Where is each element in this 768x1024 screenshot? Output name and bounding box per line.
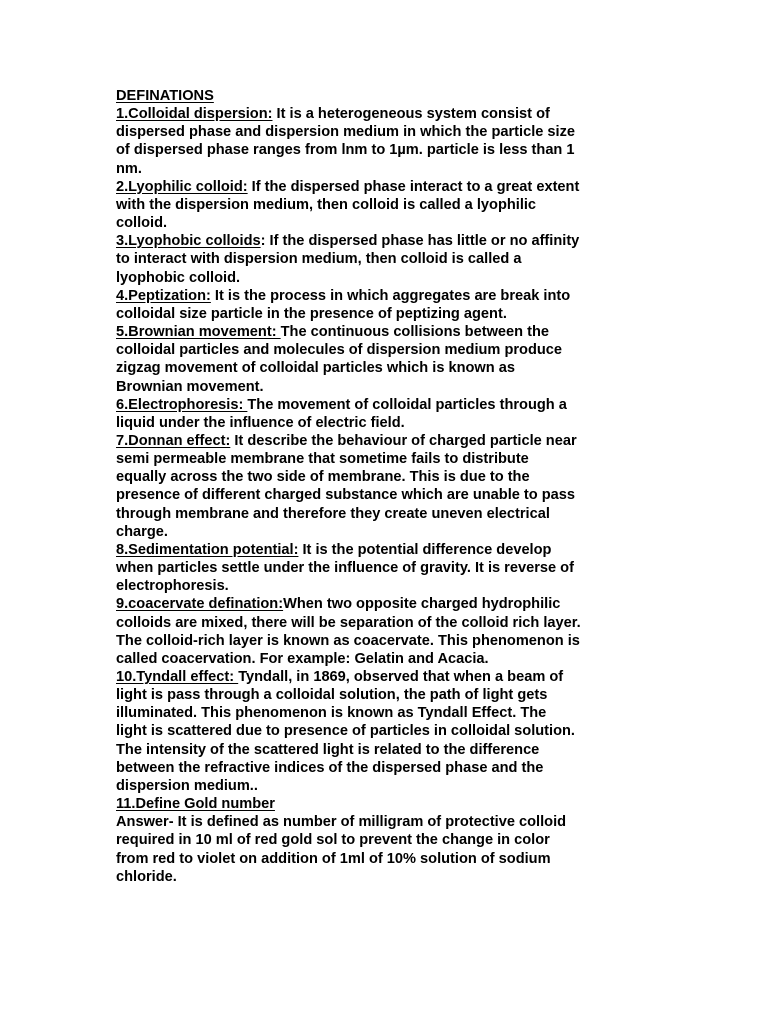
entry-2-line: colloid. xyxy=(116,215,168,232)
entry-8-line: when particles settle under the influence of gravity. It is reverse of xyxy=(116,560,574,577)
entry-10-first-line xyxy=(116,668,656,686)
entry-7-text: It describe the behaviour of charged particle near xyxy=(230,432,577,449)
entry-11-first-line xyxy=(116,795,656,813)
entry-7-line: through membrane and therefore they create uneven electrical xyxy=(116,505,550,522)
entry-5-text: The continuous collisions between the xyxy=(280,324,550,341)
page-heading xyxy=(116,87,656,105)
entry-10-term: 10.Tyndall effect: xyxy=(116,669,239,685)
entry-4-first-line xyxy=(116,287,656,305)
entry-7-term: 7.Donnan effect: xyxy=(116,432,231,449)
entry-9-term: 9.coacervate defination: xyxy=(116,596,284,613)
entry-3-line: lyophobic colloid. xyxy=(116,269,241,286)
entry-9-line: The colloid-rich layer is known as coacervate. This phenomenon is xyxy=(116,632,580,649)
answer-line: required in 10 ml of red gold sol to prevent the change in color xyxy=(116,832,550,849)
entry-3-first-line xyxy=(116,232,656,250)
answer-line: Answer- It is defined as number of milligram of protective colloid xyxy=(116,814,567,831)
entry-7-first-line xyxy=(116,432,656,450)
entry-1-line: of dispersed phase ranges from lnm to 1µm. particle is less than 1 xyxy=(116,142,575,159)
entry-7-line: charge. xyxy=(116,523,168,540)
entry-10-text: Tyndall, in 1869, observed that when a beam of xyxy=(238,669,564,685)
entry-6-text: The movement of colloidal particles through a xyxy=(247,396,567,413)
entry-3-term: 3.Lyophobic colloids xyxy=(116,233,261,250)
entry-5-line: zigzag movement of colloidal particles which is known as xyxy=(116,360,515,377)
entry-10-line: dispersion medium.. xyxy=(116,777,258,794)
entry-1-term: 1.Colloidal dispersion: xyxy=(116,106,273,123)
entry-9-line: called coacervation. For example: Gelatin and Acacia. xyxy=(116,650,489,667)
entry-7-line: semi permeable membrane that sometime fails to distribute xyxy=(116,451,529,468)
entry-2-line: with the dispersion medium, then colloid is called a lyophilic xyxy=(116,196,537,213)
entry-10-line: between the refractive indices of the dispersed phase and the xyxy=(116,759,544,776)
entry-2-term: 2.Lyophilic colloid: xyxy=(116,178,248,195)
heading-text: DEFINATIONS xyxy=(116,88,214,104)
entry-6-line: liquid under the influence of electric field. xyxy=(116,414,405,431)
entry-4-line: colloidal size particle in the presence of peptizing agent. xyxy=(116,305,507,322)
entry-5-line: colloidal particles and molecules of dispersion medium produce xyxy=(116,342,563,359)
entry-9-text: When two opposite charged hydrophilic xyxy=(283,596,561,613)
entry-10-line: light is pass through a colloidal solution, the path of light gets xyxy=(116,687,548,704)
entry-6-term: 6.Electrophoresis: xyxy=(116,396,248,413)
answer-line: chloride. xyxy=(116,868,177,885)
entry-10-line: The intensity of the scattered light is related to the difference xyxy=(116,741,540,758)
entry-10-line: light is scattered due to presence of particles in colloidal solution. xyxy=(116,723,575,740)
entry-10-line: illuminated. This phenomenon is known as Tyndall Effect. The xyxy=(116,705,547,722)
entry-3-text: : If the dispersed phase has little or no affinity xyxy=(260,233,580,250)
entry-8-text: It is the potential difference develop xyxy=(298,541,552,558)
entry-2-first-line xyxy=(116,178,656,196)
entry-9-line: colloids are mixed, there will be separation of the colloid rich layer. xyxy=(116,614,581,631)
entry-9-first-line xyxy=(116,595,656,613)
entry-8-line: electrophoresis. xyxy=(116,578,229,595)
entry-5-first-line xyxy=(116,323,656,341)
entry-6-first-line xyxy=(116,396,656,414)
entry-2-text: If the dispersed phase interact to a great extent xyxy=(247,178,580,195)
answer-line: from red to violet on addition of 1ml of 10% solution of sodium xyxy=(116,850,551,867)
entry-7-line: presence of different charged substance which are unable to pass xyxy=(116,487,576,504)
entry-1-text: It is a heterogeneous system consist of xyxy=(272,106,550,123)
document-body xyxy=(116,87,656,886)
entry-8-term: 8.Sedimentation potential: xyxy=(116,541,299,558)
entry-8-first-line xyxy=(116,541,656,559)
entry-1-first-line xyxy=(116,105,656,123)
entry-3-line: to interact with dispersion medium, then colloid is called a xyxy=(116,251,522,268)
entry-1-line: dispersed phase and dispersion medium in which the particle size xyxy=(116,124,576,141)
entry-5-term: 5.Brownian movement: xyxy=(116,324,281,341)
entry-1-line: nm. xyxy=(116,160,142,177)
entry-11-term: 11.Define Gold number xyxy=(116,796,275,813)
entry-7-line: equally across the two side of membrane. This is due to the xyxy=(116,469,530,486)
entry-4-term: 4.Peptization: xyxy=(116,287,211,304)
entry-5-line: Brownian movement. xyxy=(116,378,264,395)
entry-4-text: It is the process in which aggregates are break into xyxy=(210,287,571,304)
